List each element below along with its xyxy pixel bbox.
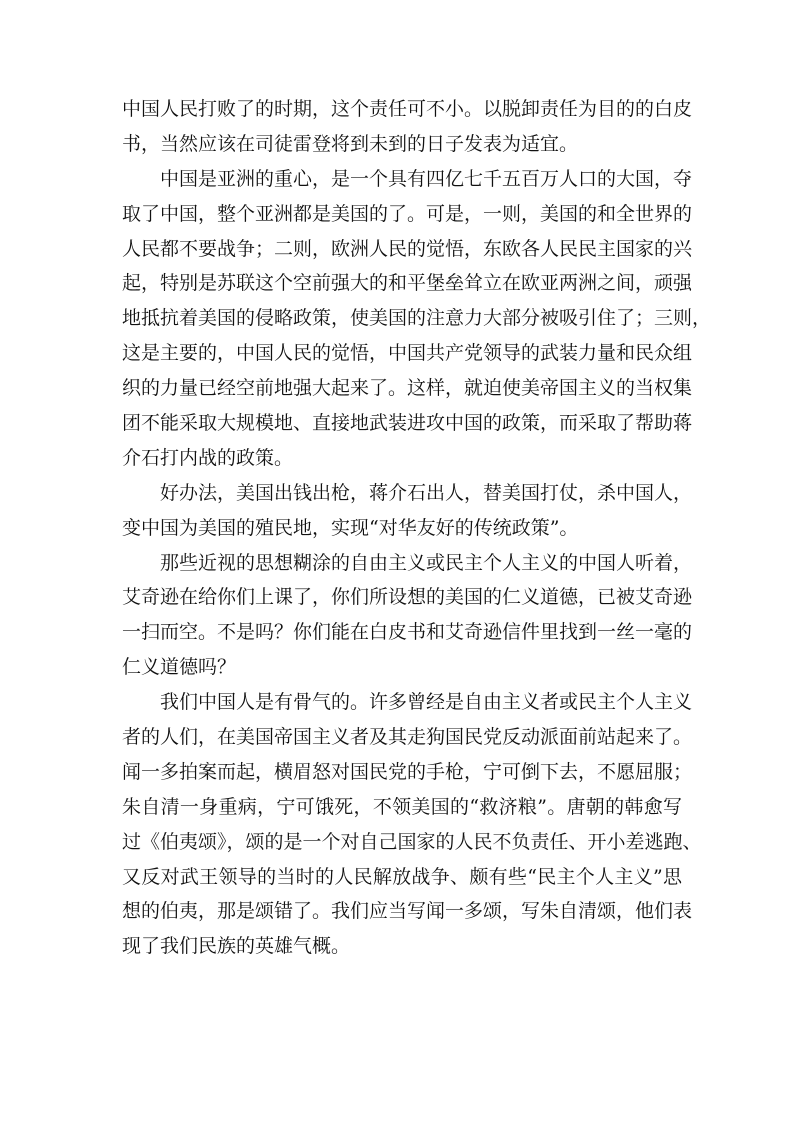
text-line: 朱自清一身重病，宁可饿死，不领美国的“救济粮”。唐朝的韩愈写 [122,795,682,818]
text-line: 团不能采取大规模地、直接地武装进攻中国的政策，而采取了帮助蒋 [122,412,693,435]
text-line: 这是主要的，中国人民的觉悟，中国共产党领导的武装力量和民众组 [122,342,693,365]
text-line: 变中国为美国的殖民地，实现“对华友好的传统政策”。 [122,516,579,539]
text-line: 想的伯夷，那是颂错了。我们应当写闻一多颂，写朱自清颂，他们表 [122,900,693,923]
text-line: 那些近视的思想糊涂的自由主义或民主个人主义的中国人听着， [160,551,693,574]
text-line: 中国人民打败了的时期，这个责任可不小。以脱卸责任为目的的白皮 [122,98,693,120]
text-line: 一扫而空。不是吗？你们能在白皮书和艾奇逊信件里找到一丝一毫的 [122,621,693,644]
text-line: 仁义道德吗？ [122,656,237,679]
text-line: 织的力量已经空前地强大起来了。这样，就迫使美帝国主义的当权集 [122,377,693,400]
text-line: 取了中国，整个亚洲都是美国的了。可是，一则，美国的和全世界的 [122,202,693,225]
text-line: 又反对武王领导的当时的人民解放战争、颇有些“民主个人主义”思 [122,865,682,888]
article-body [122,92,712,964]
text-line: 好办法，美国出钱出枪，蒋介石出人，替美国打仗，杀中国人， [160,481,693,504]
text-line: 书，当然应该在司徒雷登将到未到的日子发表为适宜。 [122,132,579,155]
text-line: 中国是亚洲的重心，是一个具有四亿七千五百万人口的大国，夺 [160,167,693,190]
text-line: 我们中国人是有骨气的。许多曾经是自由主义者或民主个人主义 [160,691,693,714]
text-line: 闻一多拍案而起，横眉怒对国民党的手枪，宁可倒下去，不愿屈服； [122,760,693,783]
text-line: 地抵抗着美国的侵略政策，使美国的注意力大部分被吸引住了；三则， [122,307,712,330]
text-line: 艾奇逊在给你们上课了，你们所设想的美国的仁义道德，已被艾奇逊 [122,586,693,609]
text-line: 人民都不要战争；二则，欧洲人民的觉悟，东欧各人民民主国家的兴 [122,237,693,260]
text-line: 现了我们民族的英雄气概。 [122,935,351,958]
text-line: 过《伯夷颂》，颂的是一个对自己国家的人民不负责任、开小差逃跑、 [122,830,702,853]
text-line: 者的人们，在美国帝国主义者及其走狗国民党反动派面前站起来了。 [122,726,693,749]
text-line: 起，特别是苏联这个空前强大的和平堡垒耸立在欧亚两洲之间，顽强 [122,272,693,295]
text-line: 介石打内战的政策。 [122,446,294,469]
